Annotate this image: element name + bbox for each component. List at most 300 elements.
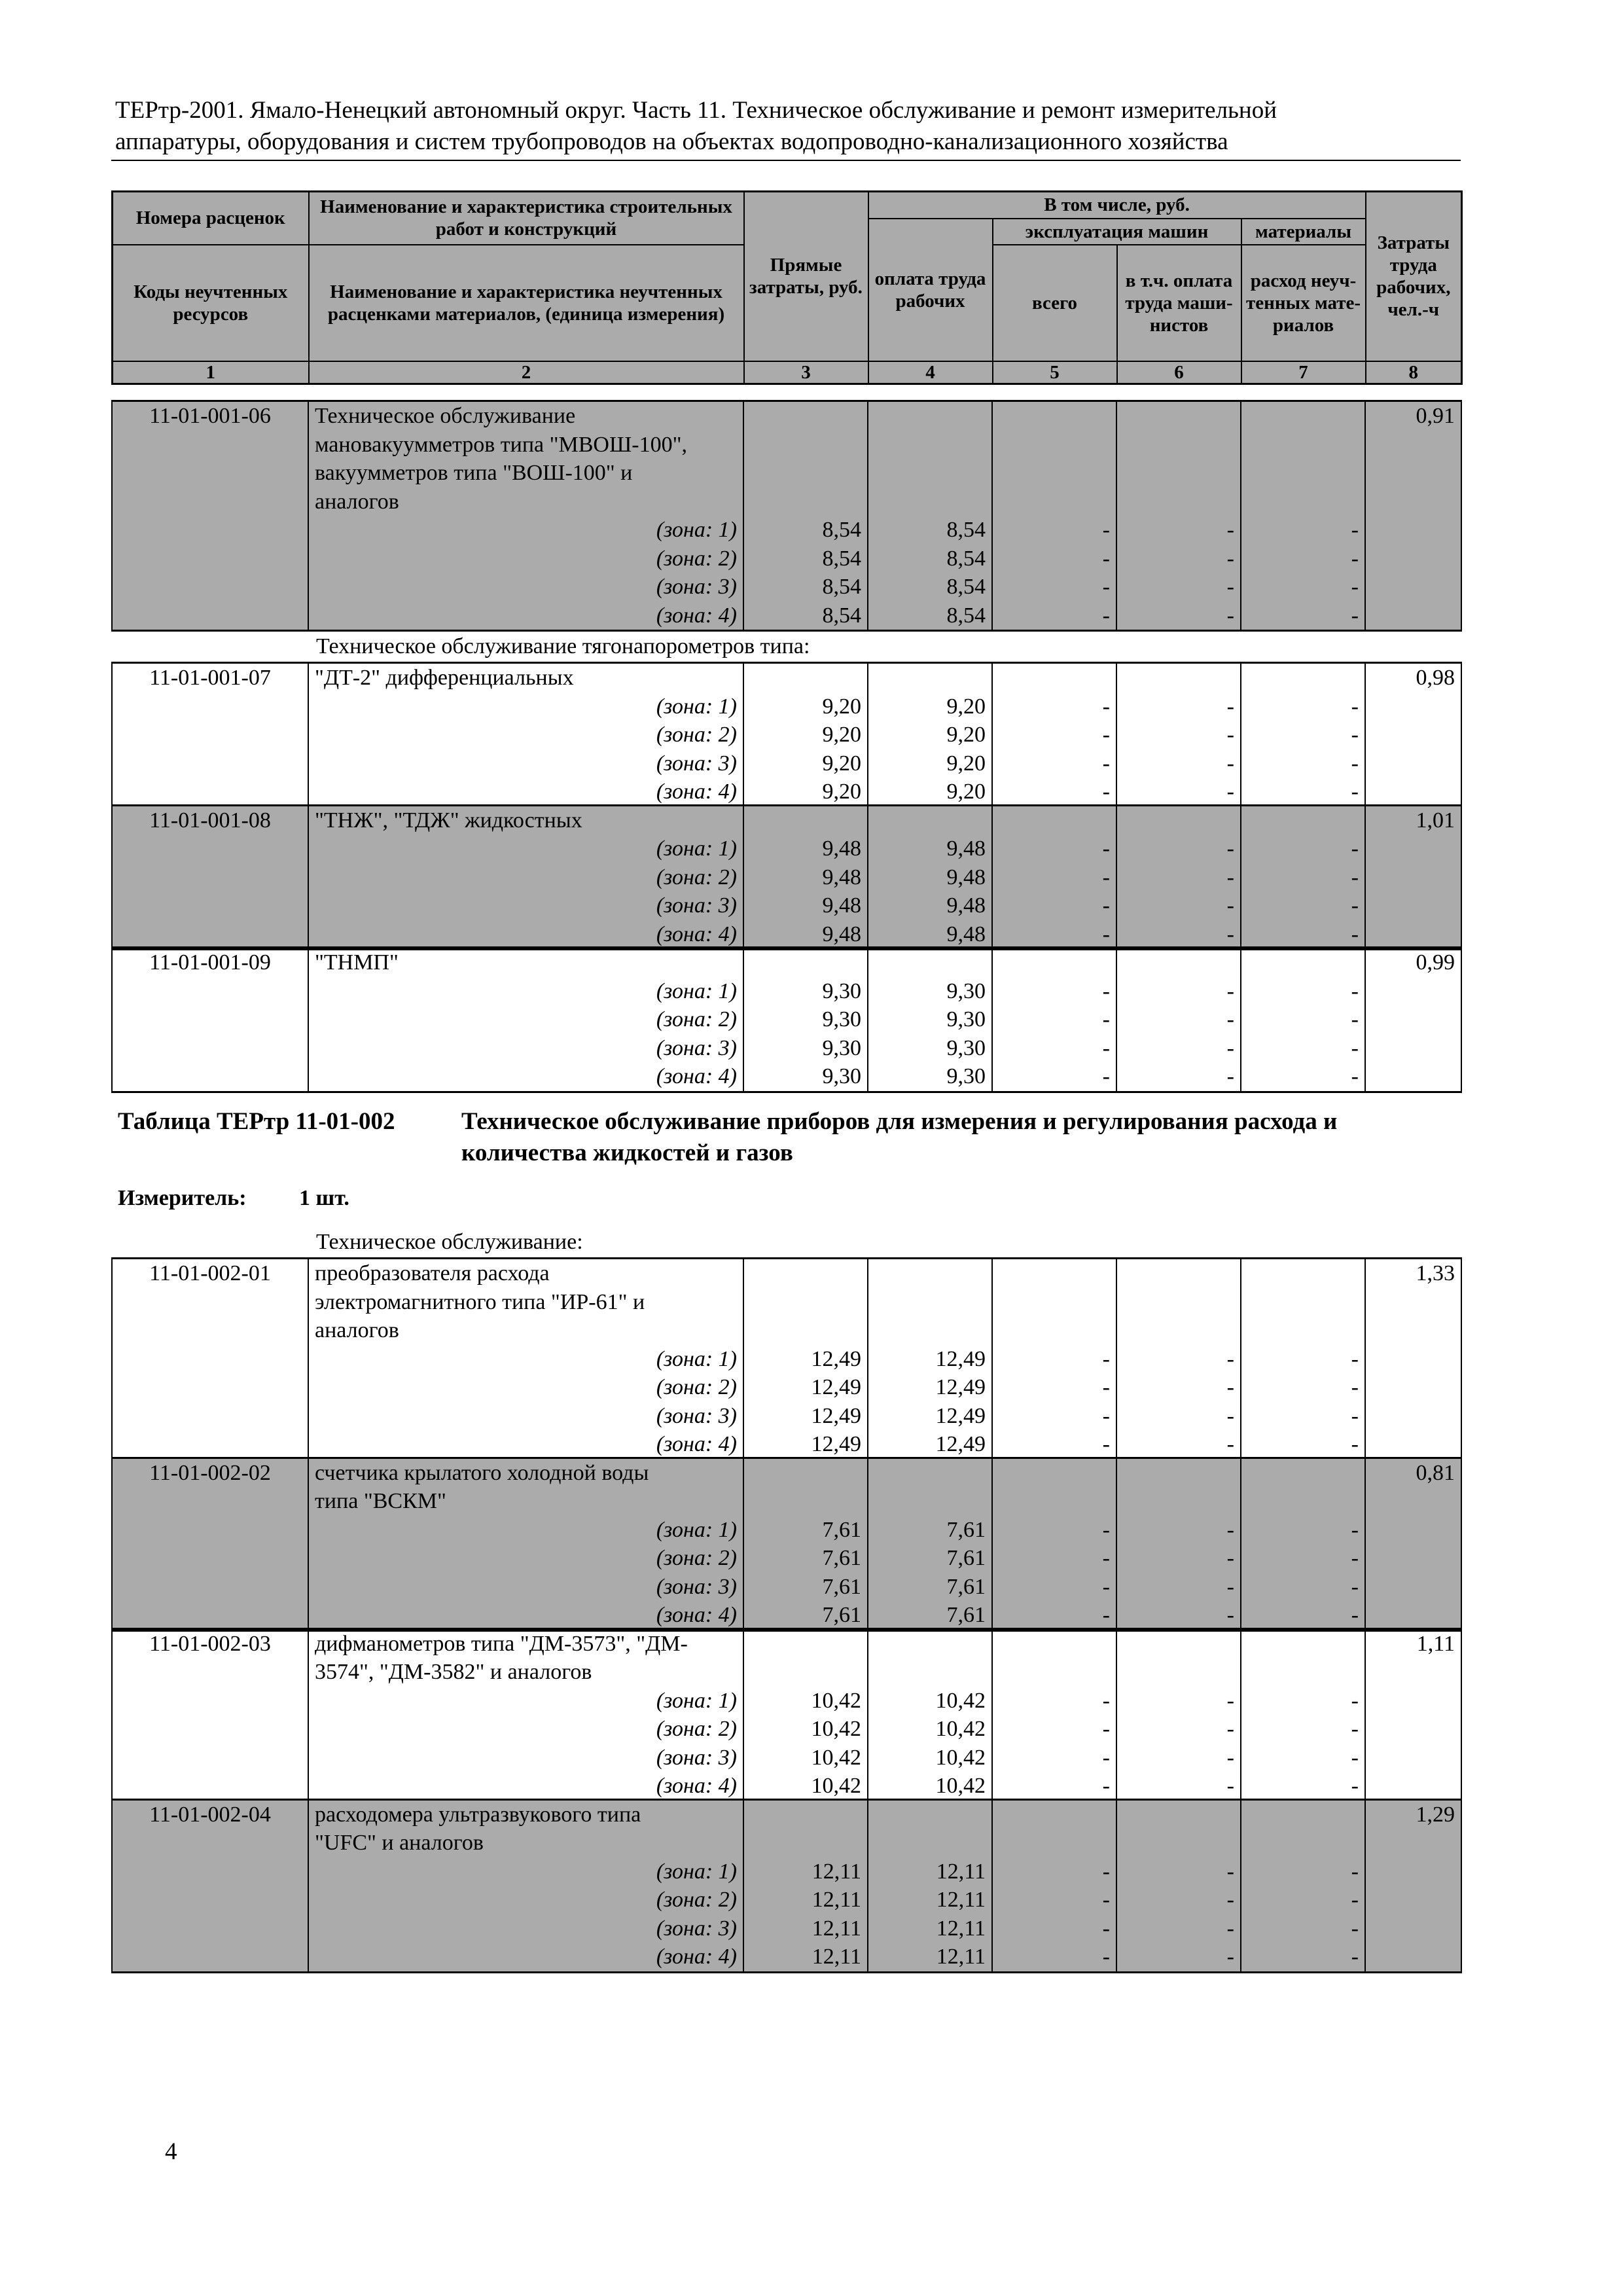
- machinist-pay-value: -: [1116, 834, 1241, 863]
- work-name-line: "UFC" и аналогов: [308, 1829, 743, 1857]
- zone-label: (зона: 2): [308, 1886, 743, 1914]
- labor-costs-value: 0,99: [1365, 948, 1461, 1092]
- direct-costs-value: 7,61: [743, 1516, 868, 1545]
- group-label-maintenance: Техническое обслуживание:: [316, 1230, 583, 1254]
- direct-costs-value: 8,54: [743, 516, 868, 545]
- direct-costs-value: 10,42: [743, 1772, 868, 1801]
- empty-cell: [992, 1628, 1116, 1658]
- measurement-value: 1 шт.: [299, 1186, 349, 1210]
- machine-total-value: -: [992, 977, 1116, 1006]
- empty-cell: [992, 1799, 1116, 1829]
- empty-cell: [868, 401, 992, 431]
- machinist-pay-value: -: [1116, 1005, 1241, 1034]
- table-row: [112, 863, 1461, 892]
- rate-code: 11-01-002-02: [112, 1458, 308, 1630]
- work-name-line: аналогов: [308, 1316, 743, 1345]
- zone-label: (зона: 1): [308, 977, 743, 1006]
- col-direct-costs: Прямые затраты, руб.: [744, 192, 868, 361]
- worker-pay-value: 8,54: [868, 573, 992, 601]
- empty-cell: [1116, 431, 1241, 459]
- empty-cell: [1241, 1799, 1365, 1829]
- col-number-1: 1: [113, 361, 309, 384]
- zone-label: (зона: 2): [308, 545, 743, 573]
- worker-pay-value: 9,30: [868, 1062, 992, 1092]
- table-row: [112, 1516, 1461, 1545]
- empty-cell: [743, 1658, 868, 1687]
- empty-cell: [1116, 1628, 1241, 1658]
- col-worker-pay: оплата труда рабочих: [868, 219, 993, 361]
- empty-cell: [743, 1628, 868, 1658]
- work-name-line: расходомера ультразвукового типа: [308, 1799, 743, 1829]
- material-consumption-value: -: [1241, 1430, 1365, 1460]
- work-name-line: "ТНМП": [308, 948, 743, 977]
- direct-costs-value: 8,54: [743, 573, 868, 601]
- col-material-consumption: расход неуч-тенных мате-риалов: [1241, 245, 1366, 361]
- machinist-pay-value: -: [1116, 920, 1241, 950]
- empty-cell: [992, 431, 1116, 459]
- table-row: [112, 805, 1461, 834]
- table-row: [112, 431, 1461, 459]
- material-consumption-value: -: [1241, 1857, 1365, 1886]
- empty-cell: [743, 459, 868, 488]
- worker-pay-value: 7,61: [868, 1573, 992, 1602]
- direct-costs-value: 12,11: [743, 1914, 868, 1943]
- table-row: [112, 545, 1461, 573]
- direct-costs-value: 8,54: [743, 545, 868, 573]
- machinist-pay-value: -: [1116, 601, 1241, 631]
- worker-pay-value: 12,11: [868, 1943, 992, 1972]
- machinist-pay-value: -: [1116, 863, 1241, 892]
- machine-total-value: -: [992, 1544, 1116, 1573]
- worker-pay-value: 8,54: [868, 601, 992, 631]
- zone-label: (зона: 1): [308, 516, 743, 545]
- material-consumption-value: -: [1241, 601, 1365, 631]
- machine-total-value: -: [992, 1715, 1116, 1744]
- work-name-line: счетчика крылатого холодной воды: [308, 1458, 743, 1487]
- machine-total-value: -: [992, 834, 1116, 863]
- empty-cell: [992, 1288, 1116, 1317]
- worker-pay-value: 8,54: [868, 516, 992, 545]
- empty-cell: [1241, 1458, 1365, 1487]
- machine-total-value: -: [992, 863, 1116, 892]
- empty-cell: [743, 1829, 868, 1857]
- machine-total-value: -: [992, 749, 1116, 778]
- worker-pay-value: 9,48: [868, 834, 992, 863]
- col-number-8: 8: [1366, 361, 1462, 384]
- table-row: [112, 1715, 1461, 1744]
- labor-costs-value: 1,01: [1365, 805, 1461, 950]
- material-consumption-value: -: [1241, 1034, 1365, 1063]
- table-row: [112, 1772, 1461, 1801]
- machinist-pay-value: -: [1116, 1914, 1241, 1943]
- direct-costs-value: 9,48: [743, 891, 868, 920]
- worker-pay-value: 10,42: [868, 1772, 992, 1801]
- worker-pay-value: 9,30: [868, 977, 992, 1006]
- empty-cell: [992, 948, 1116, 977]
- direct-costs-value: 12,11: [743, 1886, 868, 1914]
- machinist-pay-value: -: [1116, 1373, 1241, 1402]
- empty-cell: [743, 663, 868, 692]
- worker-pay-value: 9,30: [868, 1034, 992, 1063]
- empty-cell: [1116, 663, 1241, 692]
- rate-block-11-01-001-09: [111, 946, 1462, 1093]
- rate-code: 11-01-002-01: [112, 1259, 308, 1460]
- machine-total-value: -: [992, 1430, 1116, 1460]
- table-row: [112, 977, 1461, 1006]
- worker-pay-value: 10,42: [868, 1715, 992, 1744]
- table-caption-title: Техническое обслуживание приборов для измерения и регулирования расхода и количества жидкостей и газов: [461, 1108, 1338, 1166]
- empty-cell: [868, 1288, 992, 1317]
- empty-cell: [1116, 1259, 1241, 1288]
- zone-label: (зона: 4): [308, 1601, 743, 1630]
- table-row: [112, 1316, 1461, 1345]
- material-consumption-value: -: [1241, 1715, 1365, 1744]
- labor-costs-value: 0,98: [1365, 663, 1461, 808]
- machine-total-value: -: [992, 1772, 1116, 1801]
- empty-cell: [868, 1487, 992, 1516]
- direct-costs-value: 9,30: [743, 977, 868, 1006]
- measurement-label: Измеритель:: [118, 1186, 247, 1210]
- direct-costs-value: 9,20: [743, 749, 868, 778]
- table-row: [112, 1628, 1461, 1658]
- direct-costs-value: 12,49: [743, 1402, 868, 1431]
- table-row: [112, 516, 1461, 545]
- empty-cell: [1116, 1458, 1241, 1487]
- table-row: [112, 1799, 1461, 1829]
- col-machinist-pay: в т.ч. оплата труда маши-нистов: [1117, 245, 1241, 361]
- empty-cell: [1241, 1829, 1365, 1857]
- machine-total-value: -: [992, 1601, 1116, 1630]
- machine-total-value: -: [992, 1005, 1116, 1034]
- labor-costs-value: 1,33: [1365, 1259, 1461, 1460]
- worker-pay-value: 9,48: [868, 863, 992, 892]
- machinist-pay-value: -: [1116, 573, 1241, 601]
- zone-label: (зона: 3): [308, 1744, 743, 1772]
- col-codes: Коды неучтенных ресурсов: [113, 245, 309, 361]
- table-row: [112, 1373, 1461, 1402]
- empty-cell: [868, 1458, 992, 1487]
- zone-label: (зона: 1): [308, 1857, 743, 1886]
- empty-cell: [992, 663, 1116, 692]
- direct-costs-value: 9,30: [743, 1062, 868, 1092]
- empty-cell: [743, 1288, 868, 1317]
- zone-label: (зона: 2): [308, 1005, 743, 1034]
- empty-cell: [1241, 1259, 1365, 1288]
- table-row: [112, 1345, 1461, 1374]
- direct-costs-value: 9,20: [743, 721, 868, 749]
- table-row: [112, 1687, 1461, 1715]
- empty-cell: [992, 1259, 1116, 1288]
- worker-pay-value: 8,54: [868, 545, 992, 573]
- zone-label: (зона: 4): [308, 920, 743, 950]
- zone-label: (зона: 4): [308, 1430, 743, 1460]
- empty-cell: [743, 1458, 868, 1487]
- material-consumption-value: -: [1241, 1687, 1365, 1715]
- machinist-pay-value: -: [1116, 1715, 1241, 1744]
- zone-label: (зона: 1): [308, 1345, 743, 1374]
- direct-costs-value: 7,61: [743, 1601, 868, 1630]
- material-consumption-value: -: [1241, 977, 1365, 1006]
- work-name-line: "ДТ-2" дифференциальных: [308, 663, 743, 692]
- material-consumption-value: -: [1241, 1943, 1365, 1972]
- material-consumption-value: -: [1241, 1573, 1365, 1602]
- worker-pay-value: 7,61: [868, 1601, 992, 1630]
- zone-label: (зона: 1): [308, 834, 743, 863]
- direct-costs-value: 12,49: [743, 1373, 868, 1402]
- worker-pay-value: 10,42: [868, 1744, 992, 1772]
- worker-pay-value: 9,20: [868, 721, 992, 749]
- machine-total-value: -: [992, 1062, 1116, 1092]
- zone-label: (зона: 2): [308, 863, 743, 892]
- empty-cell: [1241, 431, 1365, 459]
- direct-costs-value: 10,42: [743, 1687, 868, 1715]
- col-rate-numbers: Номера расценок: [113, 192, 309, 245]
- table-row: [112, 1744, 1461, 1772]
- machine-total-value: -: [992, 573, 1116, 601]
- direct-costs-value: 9,48: [743, 920, 868, 950]
- zone-label: (зона: 3): [308, 1034, 743, 1063]
- material-consumption-value: -: [1241, 573, 1365, 601]
- worker-pay-value: 9,30: [868, 1005, 992, 1034]
- worker-pay-value: 9,48: [868, 891, 992, 920]
- work-name-line: мановакуумметров типа "МВОШ-100",: [308, 431, 743, 459]
- machine-total-value: -: [992, 1943, 1116, 1972]
- machinist-pay-value: -: [1116, 1601, 1241, 1630]
- zone-label: (зона: 3): [308, 573, 743, 601]
- table-row: [112, 1886, 1461, 1914]
- rate-code: 11-01-001-06: [112, 401, 308, 631]
- machinist-pay-value: -: [1116, 1544, 1241, 1573]
- empty-cell: [1241, 488, 1365, 516]
- labor-costs-value: 0,81: [1365, 1458, 1461, 1630]
- empty-cell: [743, 488, 868, 516]
- machine-total-value: -: [992, 1034, 1116, 1063]
- machine-total-value: -: [992, 1573, 1116, 1602]
- work-name-line: дифманометров типа "ДМ-3573", "ДМ-: [308, 1628, 743, 1658]
- direct-costs-value: 9,30: [743, 1034, 868, 1063]
- col-including: В том числе, руб.: [868, 192, 1366, 219]
- rate-block-11-01-001-06: [111, 400, 1462, 632]
- machine-total-value: -: [992, 1516, 1116, 1545]
- empty-cell: [1241, 663, 1365, 692]
- machine-total-value: -: [992, 1345, 1116, 1374]
- work-name-line: вакуумметров типа "ВОШ-100" и: [308, 459, 743, 488]
- zone-label: (зона: 3): [308, 749, 743, 778]
- work-name-line: преобразователя расхода: [308, 1259, 743, 1288]
- labor-costs-value: 0,91: [1365, 401, 1461, 631]
- machinist-pay-value: -: [1116, 692, 1241, 721]
- empty-cell: [1116, 401, 1241, 431]
- machinist-pay-value: -: [1116, 1886, 1241, 1914]
- empty-cell: [743, 431, 868, 459]
- zone-label: (зона: 1): [308, 692, 743, 721]
- machine-total-value: -: [992, 545, 1116, 573]
- work-name-line: электромагнитного типа "ИР-61" и: [308, 1288, 743, 1317]
- empty-cell: [1116, 948, 1241, 977]
- empty-cell: [868, 1628, 992, 1658]
- table-row: [112, 1259, 1461, 1288]
- machinist-pay-value: -: [1116, 891, 1241, 920]
- empty-cell: [743, 401, 868, 431]
- material-consumption-value: -: [1241, 863, 1365, 892]
- table-row: [112, 920, 1461, 950]
- table-row: [112, 1658, 1461, 1687]
- worker-pay-value: 12,49: [868, 1402, 992, 1431]
- empty-cell: [1241, 1288, 1365, 1317]
- empty-cell: [743, 1487, 868, 1516]
- material-consumption-value: -: [1241, 1062, 1365, 1092]
- table-row: [112, 573, 1461, 601]
- empty-cell: [1116, 1288, 1241, 1317]
- material-consumption-value: -: [1241, 1744, 1365, 1772]
- col-number-3: 3: [744, 361, 868, 384]
- machinist-pay-value: -: [1116, 977, 1241, 1006]
- rate-block-11-01-002-03: [111, 1628, 1462, 1803]
- column-header-table: [111, 190, 1463, 385]
- machinist-pay-value: -: [1116, 545, 1241, 573]
- empty-cell: [1116, 1799, 1241, 1829]
- machine-total-value: -: [992, 778, 1116, 807]
- machinist-pay-value: -: [1116, 778, 1241, 807]
- material-consumption-value: -: [1241, 1516, 1365, 1545]
- empty-cell: [992, 1658, 1116, 1687]
- empty-cell: [868, 459, 992, 488]
- direct-costs-value: 12,11: [743, 1857, 868, 1886]
- machine-total-value: -: [992, 1886, 1116, 1914]
- worker-pay-value: 12,49: [868, 1373, 992, 1402]
- table-row: [112, 663, 1461, 692]
- empty-cell: [743, 805, 868, 834]
- table-row: [112, 1829, 1461, 1857]
- col-materials: материалы: [1241, 219, 1366, 245]
- worker-pay-value: 9,20: [868, 778, 992, 807]
- direct-costs-value: 12,11: [743, 1943, 868, 1972]
- direct-costs-value: 9,48: [743, 834, 868, 863]
- material-consumption-value: -: [1241, 749, 1365, 778]
- direct-costs-value: 10,42: [743, 1744, 868, 1772]
- empty-cell: [743, 1316, 868, 1345]
- running-header-line-1: ТЕРтр-2001. Ямало-Ненецкий автономный округ. Часть 11. Техническое обслуживание и ремонт измерительной: [115, 97, 1277, 124]
- direct-costs-value: 9,48: [743, 863, 868, 892]
- empty-cell: [1241, 805, 1365, 834]
- col-labor-costs: Затраты труда рабочих, чел.-ч: [1366, 192, 1462, 361]
- col-name-unaccounted: Наименование и характеристика неучтенных расценками материалов, (единица измерения): [309, 245, 744, 361]
- zone-label: (зона: 4): [308, 1062, 743, 1092]
- material-consumption-value: -: [1241, 1005, 1365, 1034]
- material-consumption-value: -: [1241, 1886, 1365, 1914]
- worker-pay-value: 9,20: [868, 749, 992, 778]
- zone-label: (зона: 3): [308, 1573, 743, 1602]
- table-row: [112, 401, 1461, 431]
- zone-label: (зона: 4): [308, 778, 743, 807]
- empty-cell: [1116, 805, 1241, 834]
- rate-code: 11-01-001-07: [112, 663, 308, 808]
- zone-label: (зона: 2): [308, 1715, 743, 1744]
- empty-cell: [743, 1259, 868, 1288]
- rate-block-11-01-002-02: [111, 1457, 1462, 1632]
- col-number-7: 7: [1241, 361, 1366, 384]
- machine-total-value: -: [992, 721, 1116, 749]
- empty-cell: [992, 488, 1116, 516]
- empty-cell: [992, 401, 1116, 431]
- labor-costs-value: 1,11: [1365, 1628, 1461, 1801]
- material-consumption-value: -: [1241, 920, 1365, 950]
- empty-cell: [1241, 401, 1365, 431]
- rate-block-11-01-001-08: [111, 804, 1462, 951]
- material-consumption-value: -: [1241, 834, 1365, 863]
- measurement-unit: [118, 1186, 349, 1211]
- material-consumption-value: -: [1241, 1345, 1365, 1374]
- direct-costs-value: 12,49: [743, 1430, 868, 1460]
- zone-label: (зона: 2): [308, 1544, 743, 1573]
- empty-cell: [868, 805, 992, 834]
- empty-cell: [1116, 1316, 1241, 1345]
- empty-cell: [992, 459, 1116, 488]
- machinist-pay-value: -: [1116, 1772, 1241, 1801]
- group-label-draught-gauges: Техническое обслуживание тягонапорометров типа:: [316, 634, 810, 658]
- table-row: [112, 1601, 1461, 1630]
- worker-pay-value: 7,61: [868, 1544, 992, 1573]
- empty-cell: [1116, 1658, 1241, 1687]
- machinist-pay-value: -: [1116, 1857, 1241, 1886]
- work-name-line: Техническое обслуживание: [308, 401, 743, 431]
- empty-cell: [992, 1316, 1116, 1345]
- empty-cell: [1241, 1487, 1365, 1516]
- work-name-line: аналогов: [308, 488, 743, 516]
- machine-total-value: -: [992, 1402, 1116, 1431]
- worker-pay-value: 12,11: [868, 1914, 992, 1943]
- direct-costs-value: 9,20: [743, 692, 868, 721]
- empty-cell: [1241, 948, 1365, 977]
- zone-label: (зона: 3): [308, 1914, 743, 1943]
- table-row: [112, 601, 1461, 631]
- material-consumption-value: -: [1241, 516, 1365, 545]
- machinist-pay-value: -: [1116, 1034, 1241, 1063]
- page-number: 4: [165, 2138, 177, 2165]
- empty-cell: [743, 1799, 868, 1829]
- rate-code: 11-01-001-09: [112, 948, 308, 1092]
- zone-label: (зона: 2): [308, 721, 743, 749]
- machinist-pay-value: -: [1116, 1402, 1241, 1431]
- machinist-pay-value: -: [1116, 1687, 1241, 1715]
- empty-cell: [1241, 1628, 1365, 1658]
- zone-label: (зона: 4): [308, 1772, 743, 1801]
- col-number-2: 2: [309, 361, 744, 384]
- rate-block-11-01-002-01: [111, 1257, 1462, 1461]
- col-machine-total: всего: [993, 245, 1117, 361]
- col-number-6: 6: [1117, 361, 1241, 384]
- machinist-pay-value: -: [1116, 1430, 1241, 1460]
- zone-label: (зона: 1): [308, 1687, 743, 1715]
- table-row: [112, 778, 1461, 807]
- machine-total-value: -: [992, 1914, 1116, 1943]
- table-row: [112, 948, 1461, 977]
- work-name-line: 3574", "ДМ-3582" и аналогов: [308, 1658, 743, 1687]
- machinist-pay-value: -: [1116, 1062, 1241, 1092]
- empty-cell: [1241, 459, 1365, 488]
- direct-costs-value: 9,20: [743, 778, 868, 807]
- col-number-4: 4: [868, 361, 993, 384]
- zone-label: (зона: 4): [308, 1943, 743, 1972]
- material-consumption-value: -: [1241, 692, 1365, 721]
- running-header-line-2: аппаратуры, оборудования и систем трубопроводов на объектах водопроводно-канализационного хозяйства: [115, 128, 1228, 155]
- direct-costs-value: 7,61: [743, 1573, 868, 1602]
- machine-total-value: -: [992, 920, 1116, 950]
- table-row: [112, 1458, 1461, 1487]
- material-consumption-value: -: [1241, 1373, 1365, 1402]
- machinist-pay-value: -: [1116, 749, 1241, 778]
- zone-label: (зона: 3): [308, 891, 743, 920]
